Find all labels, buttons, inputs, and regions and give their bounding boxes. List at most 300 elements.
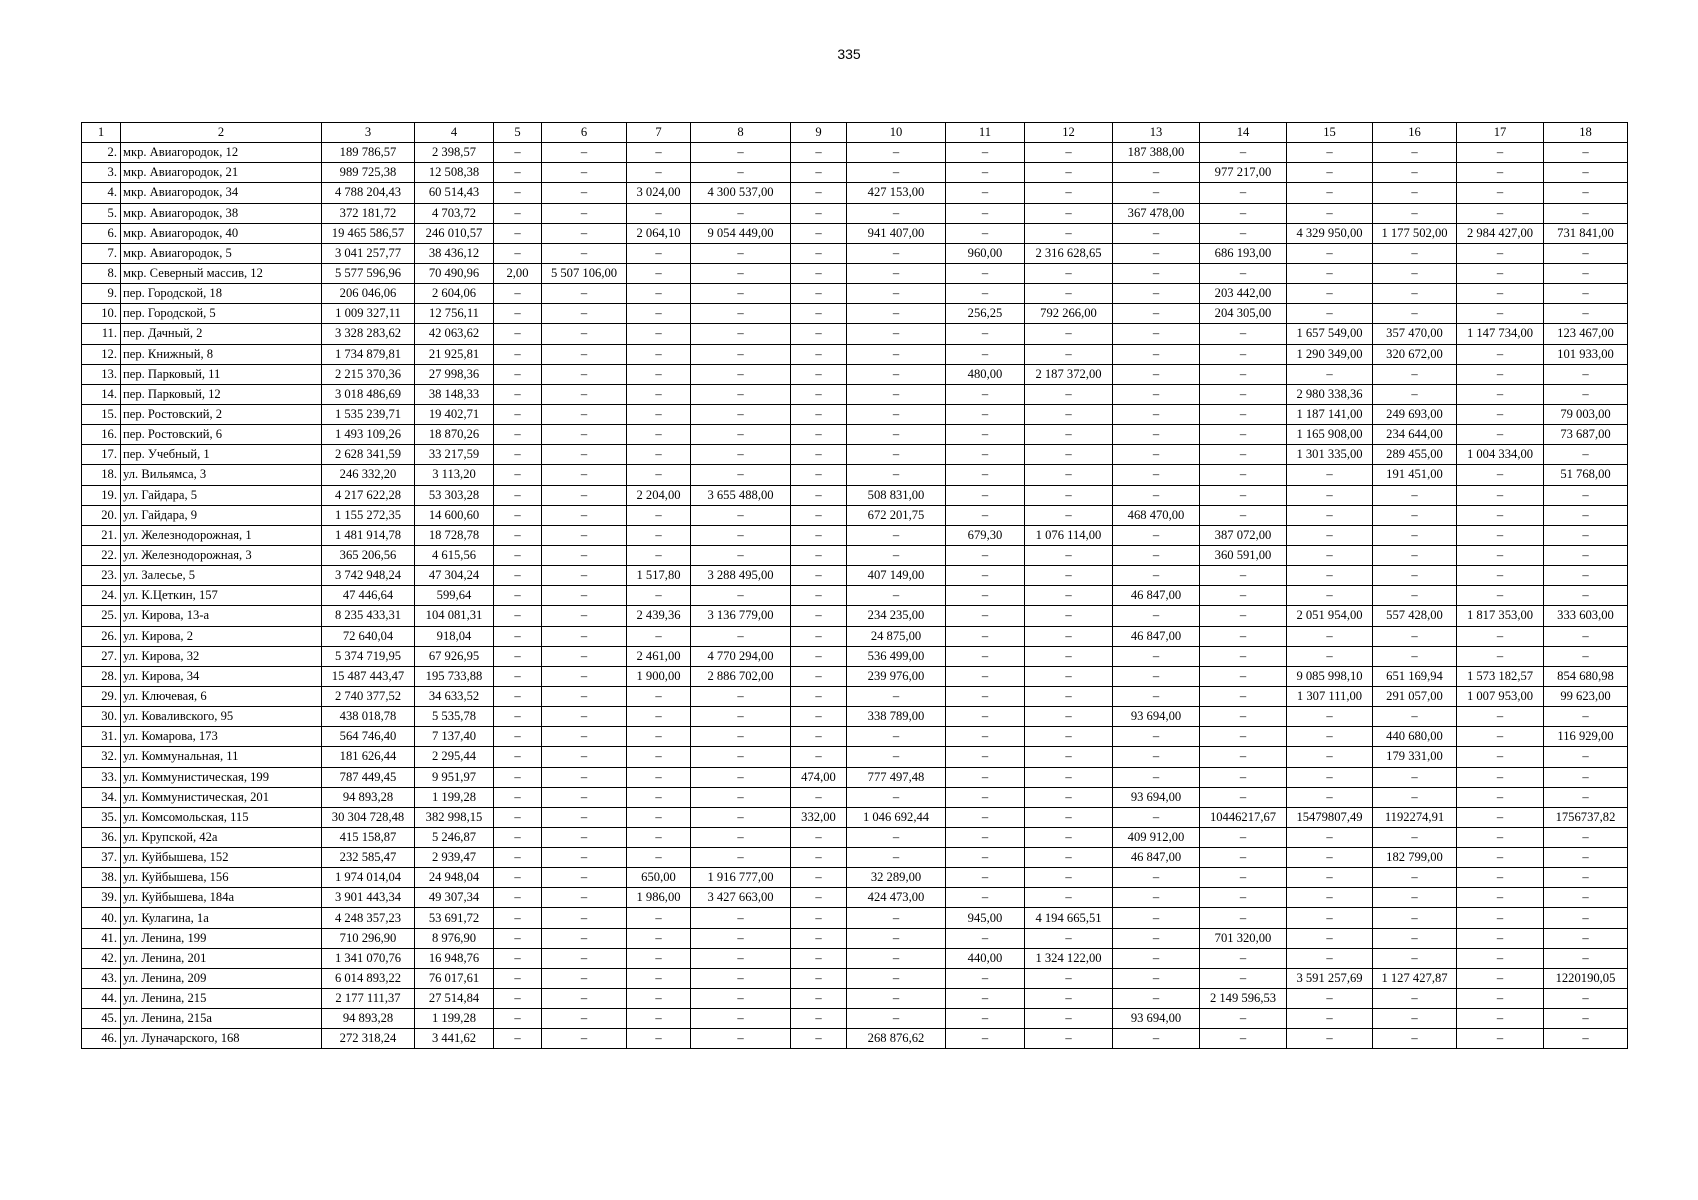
value-cell: – [627,707,691,727]
value-cell: – [627,908,691,928]
value-cell: – [627,384,691,404]
value-cell: 38 148,33 [415,384,494,404]
value-cell: – [847,948,946,968]
value-cell: – [1113,727,1200,747]
value-cell: 777 497,48 [847,767,946,787]
value-cell: 232 585,47 [322,848,415,868]
value-cell: – [791,1029,847,1049]
value-cell: 332,00 [791,807,847,827]
value-cell: – [791,787,847,807]
row-number-cell: 38. [82,868,121,888]
value-cell: 5 507 106,00 [542,263,627,283]
value-cell: – [494,324,542,344]
row-number-cell: 10. [82,304,121,324]
value-cell: 7 137,40 [415,727,494,747]
value-cell: – [847,1009,946,1029]
value-cell: 4 329 950,00 [1287,223,1373,243]
value-cell: – [791,827,847,847]
value-cell: – [627,727,691,747]
value-cell: – [946,666,1025,686]
value-cell: 365 206,56 [322,545,415,565]
value-cell: – [1287,505,1373,525]
value-cell: – [1200,646,1287,666]
value-cell: – [542,566,627,586]
value-cell: – [1025,384,1113,404]
value-cell: – [1287,767,1373,787]
value-cell: – [791,928,847,948]
value-cell: – [494,183,542,203]
value-cell: 1 657 549,00 [1287,324,1373,344]
value-cell: 440 680,00 [1373,727,1457,747]
value-cell: 599,64 [415,586,494,606]
address-cell: ул. Коммунистическая, 199 [121,767,322,787]
value-cell: 1 341 070,76 [322,948,415,968]
row-number-cell: 20. [82,505,121,525]
value-cell: – [791,646,847,666]
value-cell: – [847,686,946,706]
address-cell: ул. Железнодорожная, 1 [121,525,322,545]
value-cell: – [1113,888,1200,908]
value-cell: – [1113,465,1200,485]
value-cell: – [847,465,946,485]
column-header-6: 6 [542,123,627,143]
value-cell: – [1544,989,1628,1009]
value-cell: – [1373,364,1457,384]
address-cell: мкр. Авиагородок, 40 [121,223,322,243]
row-number-cell: 21. [82,525,121,545]
table-row [82,727,1628,747]
value-cell: – [494,807,542,827]
header-row [82,123,1628,143]
value-cell: 1 974 014,04 [322,868,415,888]
value-cell: – [542,989,627,1009]
value-cell: – [1113,243,1200,263]
value-cell: – [946,324,1025,344]
value-cell: 3 901 443,34 [322,888,415,908]
value-cell: – [1457,485,1544,505]
value-cell: 2 886 702,00 [691,666,791,686]
value-cell: – [1025,868,1113,888]
value-cell: – [791,304,847,324]
value-cell: – [847,787,946,807]
value-cell: 3 136 779,00 [691,606,791,626]
value-cell: 46 847,00 [1113,626,1200,646]
value-cell: 47 446,64 [322,586,415,606]
column-header-1: 1 [82,123,121,143]
value-cell: – [1025,989,1113,1009]
row-number-cell: 42. [82,948,121,968]
value-cell: – [1544,304,1628,324]
value-cell: – [847,344,946,364]
value-cell: 5 246,87 [415,827,494,847]
row-number-cell: 19. [82,485,121,505]
value-cell: – [1200,485,1287,505]
value-cell: – [1457,827,1544,847]
row-number-cell: 24. [82,586,121,606]
table-row [82,1009,1628,1029]
value-cell: – [1200,324,1287,344]
value-cell: – [1025,1009,1113,1029]
value-cell: – [946,384,1025,404]
value-cell: 5 577 596,96 [322,263,415,283]
value-cell: – [627,747,691,767]
value-cell: – [1287,868,1373,888]
value-cell: 1 177 502,00 [1373,223,1457,243]
value-cell: 32 289,00 [847,868,946,888]
value-cell: – [847,425,946,445]
value-cell: – [791,747,847,767]
value-cell: 2 204,00 [627,485,691,505]
value-cell: 2 461,00 [627,646,691,666]
value-cell: – [946,465,1025,485]
value-cell: – [1113,445,1200,465]
value-cell: – [1457,1029,1544,1049]
value-cell: – [627,465,691,485]
value-cell: – [494,888,542,908]
value-cell: – [791,908,847,928]
value-cell: – [1373,485,1457,505]
address-cell: ул. Ленина, 201 [121,948,322,968]
table-row [82,807,1628,827]
value-cell: – [1025,545,1113,565]
value-cell: – [1373,908,1457,928]
value-cell: 79 003,00 [1544,404,1628,424]
value-cell: – [1457,807,1544,827]
value-cell: – [1200,465,1287,485]
column-header-11: 11 [946,123,1025,143]
value-cell: 12 508,38 [415,163,494,183]
address-cell: пер. Городской, 18 [121,284,322,304]
value-cell: – [946,727,1025,747]
value-cell: – [1025,223,1113,243]
table-row [82,908,1628,928]
value-cell: – [494,586,542,606]
value-cell: – [691,425,791,445]
row-number-cell: 36. [82,827,121,847]
value-cell: – [542,404,627,424]
value-cell: – [1287,827,1373,847]
value-cell: – [847,324,946,344]
value-cell: – [542,183,627,203]
value-cell: 557 428,00 [1373,606,1457,626]
value-cell: 187 388,00 [1113,143,1200,163]
column-header-2: 2 [121,123,322,143]
value-cell: 1 493 109,26 [322,425,415,445]
value-cell: – [847,848,946,868]
value-cell: 792 266,00 [1025,304,1113,324]
row-number-cell: 9. [82,284,121,304]
value-cell: – [494,908,542,928]
value-cell: – [1457,1009,1544,1029]
value-cell: – [946,183,1025,203]
table-row [82,344,1628,364]
value-cell: – [1544,203,1628,223]
address-cell: пер. Парковый, 12 [121,384,322,404]
value-cell: – [1544,183,1628,203]
value-cell: – [494,686,542,706]
value-cell: 1756737,82 [1544,807,1628,827]
value-cell: – [791,968,847,988]
table-row [82,968,1628,988]
value-cell: 1 290 349,00 [1287,344,1373,364]
value-cell: – [1373,888,1457,908]
value-cell: – [627,586,691,606]
value-cell: – [1544,888,1628,908]
table-row [82,425,1628,445]
table-row [82,445,1628,465]
value-cell: 72 640,04 [322,626,415,646]
value-cell: – [542,787,627,807]
value-cell: 2 051 954,00 [1287,606,1373,626]
value-cell: – [494,747,542,767]
value-cell: – [847,747,946,767]
value-cell: 2 398,57 [415,143,494,163]
value-cell: – [691,787,791,807]
value-cell: – [494,626,542,646]
value-cell: – [542,666,627,686]
value-cell: 181 626,44 [322,747,415,767]
value-cell: – [946,485,1025,505]
row-number-cell: 13. [82,364,121,384]
value-cell: – [847,364,946,384]
value-cell: – [1287,1029,1373,1049]
value-cell: – [1287,566,1373,586]
value-cell: – [1287,183,1373,203]
value-cell: – [946,848,1025,868]
value-cell: – [1025,445,1113,465]
value-cell: – [1373,646,1457,666]
table-row [82,868,1628,888]
value-cell: 508 831,00 [847,485,946,505]
value-cell: – [627,1009,691,1029]
value-cell: – [791,707,847,727]
value-cell: 1 324 122,00 [1025,948,1113,968]
value-cell: – [1373,263,1457,283]
value-cell: – [627,807,691,827]
value-cell: – [791,989,847,1009]
value-cell: 409 912,00 [1113,827,1200,847]
value-cell: – [791,143,847,163]
value-cell: – [542,465,627,485]
value-cell: – [1457,848,1544,868]
value-cell: – [1025,183,1113,203]
value-cell: – [1025,404,1113,424]
row-number-cell: 31. [82,727,121,747]
value-cell: 672 201,75 [847,505,946,525]
value-cell: – [946,545,1025,565]
value-cell: 2 177 111,37 [322,989,415,1009]
value-cell: 1 307 111,00 [1287,686,1373,706]
column-header-18: 18 [1544,123,1628,143]
value-cell: – [542,223,627,243]
value-cell: – [791,183,847,203]
value-cell: 1 481 914,78 [322,525,415,545]
value-cell: 27 998,36 [415,364,494,384]
value-cell: – [1287,787,1373,807]
value-cell: – [691,807,791,827]
value-cell: – [691,263,791,283]
address-cell: ул. Кирова, 2 [121,626,322,646]
address-cell: мкр. Северный массив, 12 [121,263,322,283]
value-cell: – [1287,525,1373,545]
value-cell: 46 847,00 [1113,848,1200,868]
value-cell: – [494,707,542,727]
value-cell: – [1113,384,1200,404]
value-cell: – [691,626,791,646]
value-cell: – [494,646,542,666]
value-cell: – [1025,747,1113,767]
value-cell: – [1287,203,1373,223]
address-cell: ул. Кулагина, 1а [121,908,322,928]
value-cell: – [1113,666,1200,686]
value-cell: – [494,404,542,424]
value-cell: – [946,888,1025,908]
value-cell: – [791,948,847,968]
value-cell: – [494,948,542,968]
value-cell: – [1373,566,1457,586]
value-cell: – [946,626,1025,646]
value-cell: – [542,304,627,324]
value-cell: – [1113,908,1200,928]
value-cell: 710 296,90 [322,928,415,948]
value-cell: 438 018,78 [322,707,415,727]
value-cell: – [1287,143,1373,163]
value-cell: 18 870,26 [415,425,494,445]
value-cell: 289 455,00 [1373,445,1457,465]
value-cell: – [627,364,691,384]
value-cell: – [1287,1009,1373,1029]
address-cell: пер. Парковый, 11 [121,364,322,384]
value-cell: – [1025,425,1113,445]
value-cell: – [1113,807,1200,827]
value-cell: – [1457,163,1544,183]
value-cell: 9 951,97 [415,767,494,787]
value-cell: – [946,284,1025,304]
value-cell: – [542,445,627,465]
value-cell: 51 768,00 [1544,465,1628,485]
value-cell: – [1544,787,1628,807]
value-cell: – [542,284,627,304]
value-cell: 27 514,84 [415,989,494,1009]
value-cell: 246 010,57 [415,223,494,243]
value-cell: – [946,425,1025,445]
value-cell: – [1287,284,1373,304]
value-cell: – [542,203,627,223]
value-cell: 16 948,76 [415,948,494,968]
value-cell: 650,00 [627,868,691,888]
value-cell: – [847,163,946,183]
value-cell: 14 600,60 [415,505,494,525]
value-cell: – [847,908,946,928]
value-cell: 268 876,62 [847,1029,946,1049]
value-cell: – [1457,425,1544,445]
value-cell: 272 318,24 [322,1029,415,1049]
value-cell: – [1200,707,1287,727]
value-cell: 15479807,49 [1287,807,1373,827]
value-cell: – [494,505,542,525]
table-row [82,545,1628,565]
value-cell: – [946,747,1025,767]
value-cell: 49 307,34 [415,888,494,908]
value-cell: – [1544,707,1628,727]
address-cell: мкр. Авиагородок, 34 [121,183,322,203]
value-cell: – [494,767,542,787]
value-cell: – [627,545,691,565]
value-cell: – [627,284,691,304]
value-cell: 1 165 908,00 [1287,425,1373,445]
value-cell: 3 655 488,00 [691,485,791,505]
value-cell: – [542,505,627,525]
value-cell: – [494,727,542,747]
value-cell: – [542,888,627,908]
value-cell: 536 499,00 [847,646,946,666]
value-cell: 10446217,67 [1200,807,1287,827]
value-cell: – [691,545,791,565]
value-cell: – [1025,284,1113,304]
value-cell: – [542,324,627,344]
value-cell: – [1025,324,1113,344]
value-cell: – [542,425,627,445]
value-cell: 3 742 948,24 [322,566,415,586]
value-cell: – [1544,747,1628,767]
value-cell: – [691,827,791,847]
value-cell: – [847,304,946,324]
value-cell: – [1025,928,1113,948]
value-cell: – [1025,566,1113,586]
value-cell: – [691,989,791,1009]
address-cell: ул. Залесье, 5 [121,566,322,586]
value-cell: 918,04 [415,626,494,646]
value-cell: 1 046 692,44 [847,807,946,827]
value-cell: – [791,1009,847,1029]
value-cell: – [1457,727,1544,747]
value-cell: – [1287,465,1373,485]
address-cell: пер. Дачный, 2 [121,324,322,344]
value-cell: 3 018 486,69 [322,384,415,404]
address-cell: ул. Кирова, 13-а [121,606,322,626]
value-cell: – [691,767,791,787]
value-cell: – [1373,203,1457,223]
value-cell: 21 925,81 [415,344,494,364]
value-cell: 2,00 [494,263,542,283]
value-cell: – [1457,465,1544,485]
value-cell: – [1200,666,1287,686]
value-cell: 3 041 257,77 [322,243,415,263]
value-cell: – [791,848,847,868]
value-cell: – [494,143,542,163]
value-cell: 256,25 [946,304,1025,324]
value-cell: – [946,203,1025,223]
value-cell: – [627,243,691,263]
value-cell: – [791,203,847,223]
value-cell: – [791,525,847,545]
address-cell: ул. Ленина, 209 [121,968,322,988]
table-row [82,888,1628,908]
value-cell: 12 756,11 [415,304,494,324]
value-cell: 8 976,90 [415,928,494,948]
address-cell: ул. Коммунистическая, 201 [121,787,322,807]
value-cell: – [1544,284,1628,304]
value-cell: – [791,364,847,384]
value-cell: – [691,747,791,767]
value-cell: – [542,767,627,787]
value-cell: 415 158,87 [322,827,415,847]
row-number-cell: 17. [82,445,121,465]
value-cell: 4 300 537,00 [691,183,791,203]
value-cell: – [791,384,847,404]
value-cell: 53 691,72 [415,908,494,928]
value-cell: – [791,686,847,706]
